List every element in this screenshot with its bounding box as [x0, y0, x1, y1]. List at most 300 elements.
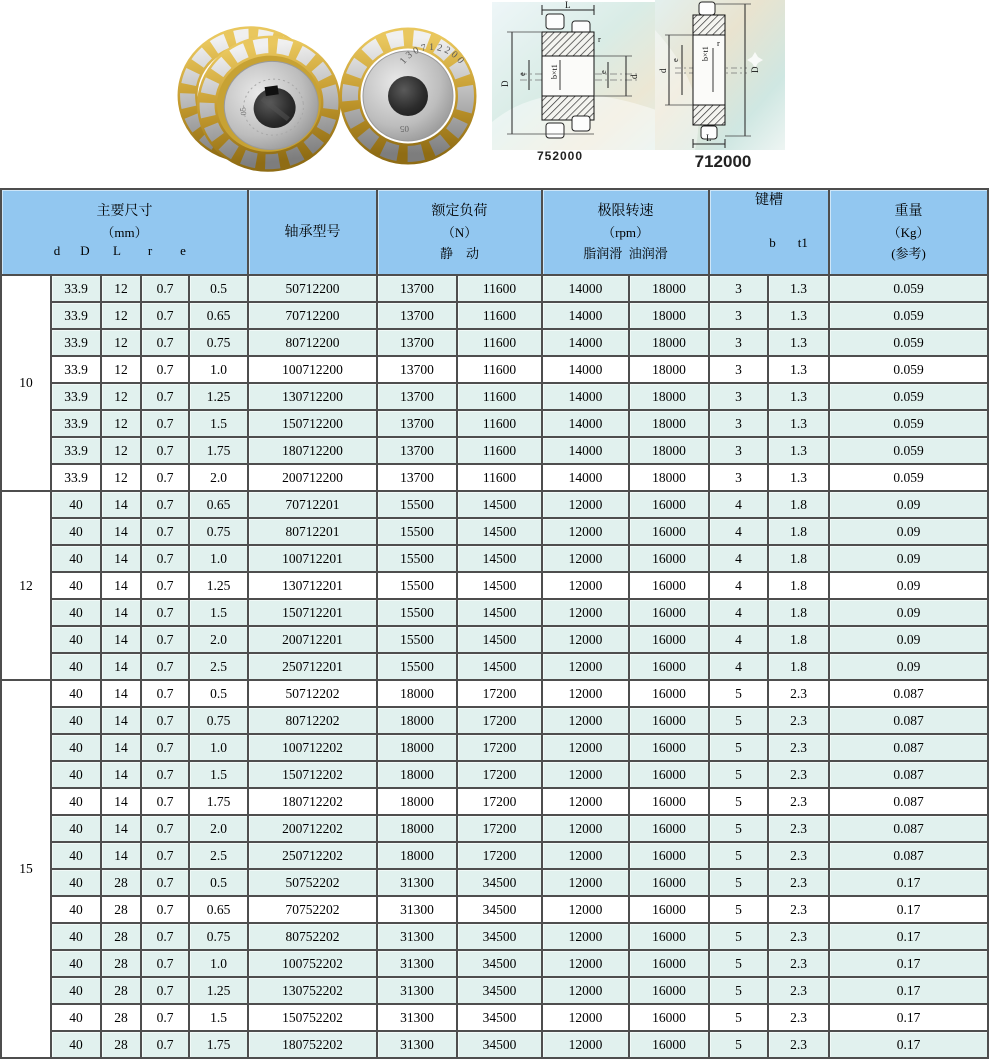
table-row	[1, 545, 988, 572]
cell-speed-oil: 18000	[629, 329, 709, 356]
cell-bearing-model: 250712202	[248, 842, 377, 869]
cell-dim-e: 2.0	[189, 464, 248, 491]
cell-speed-grease: 12000	[542, 896, 629, 923]
cell-weight: 0.09	[829, 626, 988, 653]
cell-load-static: 13700	[377, 356, 457, 383]
cell-speed-grease: 12000	[542, 788, 629, 815]
dim-label-e-right: e	[598, 70, 608, 74]
cell-keyway-t1: 1.3	[768, 302, 829, 329]
cell-dim-e: 0.65	[189, 302, 248, 329]
cell-load-dynamic: 14500	[457, 626, 542, 653]
cell-load-dynamic: 17200	[457, 842, 542, 869]
header-rated-load	[377, 189, 542, 275]
cell-speed-grease: 12000	[542, 1031, 629, 1058]
cell-speed-oil: 16000	[629, 626, 709, 653]
cell-keyway-b: 4	[709, 545, 768, 572]
cell-dim-r: 0.7	[141, 518, 189, 545]
cell-dim-r: 0.7	[141, 275, 189, 302]
cell-weight: 0.09	[829, 518, 988, 545]
cell-dim-L: 12	[101, 437, 141, 464]
cell-dim-L: 14	[101, 491, 141, 518]
cell-weight: 0.059	[829, 464, 988, 491]
cell-keyway-b: 5	[709, 896, 768, 923]
cell-dim-e: 0.75	[189, 923, 248, 950]
cell-dim-e: 2.5	[189, 653, 248, 680]
cell-dim-e: 1.0	[189, 950, 248, 977]
cell-dim-D: 40	[51, 842, 101, 869]
cell-dim-L: 14	[101, 626, 141, 653]
table-row	[1, 491, 988, 518]
cell-keyway-b: 4	[709, 491, 768, 518]
bearing-photo-left	[180, 26, 338, 173]
keyway-t1-label: t1	[797, 235, 808, 250]
cell-dim-D: 40	[51, 653, 101, 680]
cell-bearing-model: 200712202	[248, 815, 377, 842]
cell-speed-oil: 16000	[629, 923, 709, 950]
cell-keyway-b: 4	[709, 626, 768, 653]
letter-e: e	[180, 242, 186, 258]
cell-dim-r: 0.7	[141, 788, 189, 815]
cell-dim-r: 0.7	[141, 923, 189, 950]
cell-speed-grease: 14000	[542, 356, 629, 383]
table-row	[1, 329, 988, 356]
weight-note: (参考)	[891, 245, 926, 261]
cell-dim-L: 14	[101, 599, 141, 626]
cell-dim-r: 0.7	[141, 626, 189, 653]
cell-speed-grease: 12000	[542, 518, 629, 545]
cell-bearing-model: 70712201	[248, 491, 377, 518]
cell-load-dynamic: 14500	[457, 599, 542, 626]
cell-dim-D: 40	[51, 599, 101, 626]
table-row	[1, 896, 988, 923]
dim-label-d: d	[629, 74, 639, 79]
cell-dim-r: 0.7	[141, 896, 189, 923]
cell-weight: 0.17	[829, 977, 988, 1004]
cell-dim-r: 0.7	[141, 1004, 189, 1031]
dim-label-L: L	[565, 0, 571, 10]
cell-speed-oil: 16000	[629, 761, 709, 788]
cell-dim-L: 12	[101, 275, 141, 302]
cell-dim-e: 0.5	[189, 275, 248, 302]
cell-keyway-t1: 1.8	[768, 491, 829, 518]
cell-speed-grease: 14000	[542, 437, 629, 464]
cell-speed-oil: 18000	[629, 410, 709, 437]
table-row	[1, 437, 988, 464]
cell-load-dynamic: 17200	[457, 815, 542, 842]
cell-keyway-t1: 2.3	[768, 680, 829, 707]
cell-dim-L: 12	[101, 410, 141, 437]
cell-keyway-b: 4	[709, 599, 768, 626]
cell-dim-e: 1.0	[189, 356, 248, 383]
cell-dim-e: 0.5	[189, 869, 248, 896]
cell-dim-r: 0.7	[141, 869, 189, 896]
model-title: 轴承型号	[284, 224, 341, 240]
cell-bearing-model: 150712202	[248, 761, 377, 788]
cell-dim-D: 40	[51, 1004, 101, 1031]
cell-weight: 0.09	[829, 572, 988, 599]
cell-speed-oil: 16000	[629, 842, 709, 869]
cell-load-static: 18000	[377, 734, 457, 761]
cell-dim-D: 40	[51, 734, 101, 761]
cell-load-dynamic: 11600	[457, 437, 542, 464]
cell-dim-r: 0.7	[141, 491, 189, 518]
cell-speed-oil: 16000	[629, 518, 709, 545]
right-bearing-mark-text: 05	[399, 123, 410, 135]
cell-keyway-t1: 2.3	[768, 788, 829, 815]
dim-label-D: D	[500, 80, 510, 87]
cell-bearing-model: 100712201	[248, 545, 377, 572]
cell-load-dynamic: 11600	[457, 275, 542, 302]
cell-weight: 0.17	[829, 1031, 988, 1058]
cell-keyway-b: 5	[709, 869, 768, 896]
cell-bearing-model: 150752202	[248, 1004, 377, 1031]
cell-speed-grease: 12000	[542, 626, 629, 653]
cell-speed-oil: 16000	[629, 707, 709, 734]
cell-dim-e: 1.5	[189, 1004, 248, 1031]
header-weight	[829, 189, 988, 275]
cell-bearing-model: 180712202	[248, 788, 377, 815]
cell-keyway-t1: 1.3	[768, 437, 829, 464]
cell-load-static: 18000	[377, 761, 457, 788]
cell-bearing-model: 80752202	[248, 923, 377, 950]
cell-keyway-b: 3	[709, 302, 768, 329]
header-limit-speed	[542, 189, 709, 275]
cell-dim-L: 14	[101, 842, 141, 869]
cell-bearing-model: 50712202	[248, 680, 377, 707]
cell-keyway-b: 5	[709, 761, 768, 788]
cell-dim-D: 40	[51, 518, 101, 545]
cell-bearing-model: 180712200	[248, 437, 377, 464]
cell-keyway-t1: 2.3	[768, 977, 829, 1004]
cell-dim-e: 1.5	[189, 410, 248, 437]
cell-speed-oil: 18000	[629, 275, 709, 302]
cell-load-dynamic: 34500	[457, 1004, 542, 1031]
cell-load-static: 18000	[377, 707, 457, 734]
cell-dim-L: 14	[101, 761, 141, 788]
cell-speed-oil: 18000	[629, 356, 709, 383]
cell-dim-D: 33.9	[51, 383, 101, 410]
cell-speed-oil: 18000	[629, 302, 709, 329]
cell-keyway-b: 4	[709, 518, 768, 545]
cell-load-dynamic: 34500	[457, 1031, 542, 1058]
cell-load-dynamic: 34500	[457, 923, 542, 950]
table-row	[1, 950, 988, 977]
cell-speed-grease: 12000	[542, 950, 629, 977]
cell-weight: 0.087	[829, 842, 988, 869]
table-row	[1, 356, 988, 383]
cell-keyway-t1: 2.3	[768, 1031, 829, 1058]
cell-dim-L: 14	[101, 653, 141, 680]
cell-dim-L: 28	[101, 1004, 141, 1031]
cell-speed-oil: 16000	[629, 653, 709, 680]
cell-dim-D: 33.9	[51, 356, 101, 383]
cell-bearing-model: 100712200	[248, 356, 377, 383]
cell-speed-grease: 12000	[542, 653, 629, 680]
cell-load-static: 13700	[377, 437, 457, 464]
letter-L: L	[113, 242, 121, 258]
cell-load-dynamic: 34500	[457, 869, 542, 896]
cell-bearing-model: 80712200	[248, 329, 377, 356]
cell-keyway-b: 4	[709, 572, 768, 599]
cell-speed-grease: 12000	[542, 545, 629, 572]
cell-load-static: 13700	[377, 275, 457, 302]
bearing-photo-image	[155, 12, 495, 182]
cell-dim-L: 12	[101, 383, 141, 410]
cell-keyway-t1: 1.3	[768, 356, 829, 383]
cell-load-dynamic: 17200	[457, 707, 542, 734]
cell-dim-e: 1.0	[189, 734, 248, 761]
cell-dim-D: 40	[51, 950, 101, 977]
keyway-title: 键槽	[755, 193, 784, 208]
cell-dim-e: 1.0	[189, 545, 248, 572]
cell-keyway-t1: 1.8	[768, 626, 829, 653]
cell-speed-grease: 14000	[542, 302, 629, 329]
cell-keyway-t1: 1.8	[768, 653, 829, 680]
cell-keyway-b: 3	[709, 464, 768, 491]
cell-weight: 0.087	[829, 707, 988, 734]
cell-keyway-b: 5	[709, 1031, 768, 1058]
cell-bearing-model: 130712201	[248, 572, 377, 599]
cell-keyway-t1: 2.3	[768, 734, 829, 761]
cell-dim-L: 28	[101, 869, 141, 896]
cell-speed-grease: 14000	[542, 410, 629, 437]
left-bearing-mark-text: 05	[238, 106, 249, 116]
table-row	[1, 1004, 988, 1031]
dim-label-bxt1: b×t1	[701, 46, 710, 61]
cell-dim-D: 40	[51, 1031, 101, 1058]
table-row	[1, 815, 988, 842]
cell-dim-L: 14	[101, 815, 141, 842]
dim-label-r: r	[717, 38, 720, 48]
cell-bearing-model: 70752202	[248, 896, 377, 923]
table-row	[1, 842, 988, 869]
cell-keyway-t1: 1.3	[768, 410, 829, 437]
cell-dim-L: 28	[101, 1031, 141, 1058]
cell-bearing-model: 130712200	[248, 383, 377, 410]
cell-dim-e: 0.75	[189, 518, 248, 545]
cell-dim-D: 40	[51, 572, 101, 599]
cell-load-dynamic: 14500	[457, 545, 542, 572]
cell-bearing-model: 150712200	[248, 410, 377, 437]
cell-load-dynamic: 11600	[457, 410, 542, 437]
cell-load-dynamic: 34500	[457, 896, 542, 923]
cell-dim-r: 0.7	[141, 410, 189, 437]
cell-speed-grease: 12000	[542, 599, 629, 626]
cell-dim-r: 0.7	[141, 680, 189, 707]
cell-speed-grease: 12000	[542, 491, 629, 518]
cell-speed-grease: 12000	[542, 869, 629, 896]
cell-speed-grease: 12000	[542, 734, 629, 761]
header-keyway	[709, 189, 829, 275]
cell-load-static: 31300	[377, 869, 457, 896]
cell-load-dynamic: 11600	[457, 302, 542, 329]
cell-dim-e: 2.0	[189, 626, 248, 653]
cell-load-dynamic: 14500	[457, 491, 542, 518]
cell-dim-D: 40	[51, 626, 101, 653]
cell-dim-e: 1.5	[189, 599, 248, 626]
cell-dim-e: 0.75	[189, 329, 248, 356]
cell-load-static: 18000	[377, 788, 457, 815]
dims-letters	[2, 243, 247, 264]
cell-dim-D: 33.9	[51, 275, 101, 302]
cell-load-static: 15500	[377, 491, 457, 518]
cell-load-static: 15500	[377, 518, 457, 545]
cell-keyway-b: 3	[709, 356, 768, 383]
cell-speed-grease: 14000	[542, 383, 629, 410]
cell-keyway-t1: 2.3	[768, 869, 829, 896]
cell-speed-oil: 16000	[629, 869, 709, 896]
cell-keyway-t1: 1.8	[768, 599, 829, 626]
cell-speed-grease: 12000	[542, 680, 629, 707]
cell-dim-e: 1.25	[189, 977, 248, 1004]
cell-dim-e: 1.25	[189, 572, 248, 599]
cell-load-static: 13700	[377, 302, 457, 329]
cell-bearing-model: 200712200	[248, 464, 377, 491]
cell-load-static: 15500	[377, 653, 457, 680]
cell-load-static: 31300	[377, 923, 457, 950]
cell-keyway-t1: 1.8	[768, 572, 829, 599]
cell-keyway-b: 5	[709, 950, 768, 977]
cell-load-static: 31300	[377, 977, 457, 1004]
speed-title: 极限转速	[597, 203, 654, 219]
cell-load-static: 13700	[377, 383, 457, 410]
table-row	[1, 707, 988, 734]
dim-label-d: d	[658, 68, 668, 73]
cell-dim-r: 0.7	[141, 302, 189, 329]
cell-weight: 0.059	[829, 356, 988, 383]
cell-keyway-b: 3	[709, 275, 768, 302]
cell-group-d: 15	[1, 680, 51, 1058]
cell-keyway-t1: 2.3	[768, 707, 829, 734]
cell-speed-grease: 12000	[542, 1004, 629, 1031]
table-row	[1, 761, 988, 788]
spec-table-body	[1, 275, 988, 1058]
cell-speed-oil: 16000	[629, 1004, 709, 1031]
dim-label-D: D	[750, 66, 760, 73]
cell-dim-r: 0.7	[141, 842, 189, 869]
cell-speed-grease: 12000	[542, 761, 629, 788]
cell-keyway-b: 3	[709, 437, 768, 464]
cell-load-static: 13700	[377, 464, 457, 491]
cell-bearing-model: 100712202	[248, 734, 377, 761]
cell-speed-grease: 12000	[542, 842, 629, 869]
cell-speed-grease: 12000	[542, 923, 629, 950]
cell-weight: 0.059	[829, 437, 988, 464]
cell-dim-r: 0.7	[141, 599, 189, 626]
cell-dim-r: 0.7	[141, 356, 189, 383]
cell-keyway-t1: 1.3	[768, 464, 829, 491]
table-row	[1, 680, 988, 707]
cell-load-static: 31300	[377, 950, 457, 977]
table-row	[1, 1031, 988, 1058]
cell-bearing-model: 50712200	[248, 275, 377, 302]
cell-load-dynamic: 17200	[457, 761, 542, 788]
cell-dim-e: 1.5	[189, 761, 248, 788]
cell-dim-D: 40	[51, 815, 101, 842]
dim-label-r: r	[598, 34, 601, 44]
top-image-area	[0, 0, 987, 188]
dim-label-e-left: e	[517, 72, 527, 76]
cell-load-static: 31300	[377, 896, 457, 923]
cell-keyway-b: 5	[709, 977, 768, 1004]
table-row	[1, 869, 988, 896]
cell-dim-r: 0.7	[141, 707, 189, 734]
cell-speed-oil: 16000	[629, 599, 709, 626]
cell-dim-D: 40	[51, 788, 101, 815]
cell-load-dynamic: 17200	[457, 680, 542, 707]
cell-keyway-t1: 2.3	[768, 950, 829, 977]
cell-dim-D: 40	[51, 896, 101, 923]
cell-load-static: 13700	[377, 329, 457, 356]
cell-dim-L: 14	[101, 788, 141, 815]
cell-dim-D: 33.9	[51, 329, 101, 356]
cell-weight: 0.17	[829, 869, 988, 896]
cell-keyway-b: 3	[709, 383, 768, 410]
cell-load-dynamic: 34500	[457, 950, 542, 977]
cell-dim-D: 40	[51, 707, 101, 734]
cell-dim-e: 0.75	[189, 707, 248, 734]
cell-dim-r: 0.7	[141, 761, 189, 788]
table-row	[1, 977, 988, 1004]
cell-dim-e: 1.25	[189, 383, 248, 410]
cell-load-dynamic: 14500	[457, 518, 542, 545]
cell-dim-r: 0.7	[141, 572, 189, 599]
cell-load-static: 18000	[377, 680, 457, 707]
cell-dim-r: 0.7	[141, 383, 189, 410]
cell-dim-e: 0.65	[189, 491, 248, 518]
cell-keyway-b: 4	[709, 653, 768, 680]
dims-unit: （mm）	[101, 224, 148, 240]
cell-speed-oil: 16000	[629, 545, 709, 572]
cell-bearing-model: 130752202	[248, 977, 377, 1004]
cell-dim-L: 14	[101, 707, 141, 734]
cell-dim-e: 2.0	[189, 815, 248, 842]
cell-speed-grease: 12000	[542, 572, 629, 599]
cell-weight: 0.059	[829, 329, 988, 356]
cell-load-dynamic: 17200	[457, 788, 542, 815]
cell-weight: 0.09	[829, 545, 988, 572]
cell-speed-oil: 16000	[629, 680, 709, 707]
cell-dim-r: 0.7	[141, 977, 189, 1004]
cell-speed-oil: 16000	[629, 788, 709, 815]
cell-load-static: 15500	[377, 599, 457, 626]
cell-dim-L: 28	[101, 977, 141, 1004]
cell-load-dynamic: 14500	[457, 572, 542, 599]
cell-weight: 0.059	[829, 383, 988, 410]
cell-dim-D: 40	[51, 977, 101, 1004]
cell-weight: 0.09	[829, 599, 988, 626]
cell-speed-oil: 16000	[629, 896, 709, 923]
cell-dim-e: 1.75	[189, 437, 248, 464]
cell-bearing-model: 80712202	[248, 707, 377, 734]
bearing-spec-table	[0, 188, 989, 1059]
weight-title: 重量	[894, 203, 923, 219]
cell-speed-grease: 12000	[542, 707, 629, 734]
letter-r: r	[147, 242, 153, 258]
cell-bearing-model: 50752202	[248, 869, 377, 896]
cell-load-dynamic: 11600	[457, 464, 542, 491]
cell-dim-D: 33.9	[51, 410, 101, 437]
cell-load-dynamic: 11600	[457, 329, 542, 356]
table-row	[1, 599, 988, 626]
cell-weight: 0.059	[829, 410, 988, 437]
keyway-b-label: b	[769, 235, 776, 250]
cell-keyway-b: 3	[709, 329, 768, 356]
cell-keyway-t1: 1.3	[768, 275, 829, 302]
letter-d: d	[53, 242, 61, 258]
cell-load-static: 15500	[377, 545, 457, 572]
cell-load-dynamic: 17200	[457, 734, 542, 761]
